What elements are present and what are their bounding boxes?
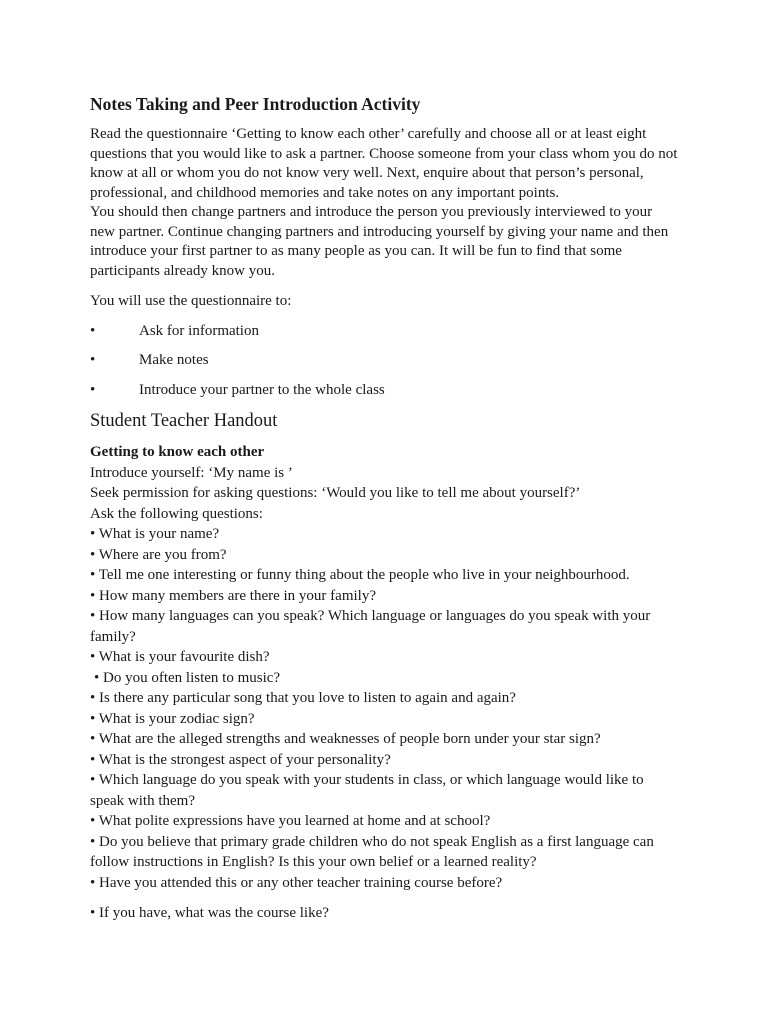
question-item: • What is your name? — [90, 526, 220, 542]
usage-intro: You will use the questionnaire to: — [90, 293, 292, 309]
question-list — [90, 524, 678, 924]
question-item: • How many members are there in your family? — [90, 587, 376, 604]
question-item: • Is there any particular song that you love to listen to again and again? — [90, 690, 516, 706]
question-item: • Which language do you speak with your students in class, or which language would like to speak with them? — [90, 772, 644, 809]
permission-line: Seek permission for asking questions: ‘Would you like to tell me about yourself?’ — [90, 485, 581, 501]
question-item: • What polite expressions have you learned at home and at school? — [90, 813, 491, 829]
question-item: • Tell me one interesting or funny thing about the people who live in your neighbourhood. — [90, 567, 630, 583]
intro-paragraph-1: Read the questionnaire ‘Getting to know each other’ carefully and choose all or at least eight questions that you would like to ask a partner. Choose someone from your class whom you do not know at all or whom you do not know very well. Next, enquire about that person’s personal, professional, and childhood memories and take notes on any important points. — [90, 126, 678, 201]
question-item: • What is your favourite dish? — [90, 649, 270, 665]
intro-paragraph-2: You should then change partners and introduce the person you previously interviewed to your new partner. Continue changing partners and introducing yourself by giving your name and then introduce your first partner to as many people as you can. It will be fun to find that some participants already know you. — [90, 204, 669, 279]
usage-item — [90, 381, 678, 401]
question-item: • What is your zodiac sign? — [90, 710, 255, 727]
bullet-icon: • — [90, 322, 96, 339]
usage-item-text: Introduce your partner to the whole class — [139, 381, 385, 398]
ask-line: Ask the following questions: — [90, 505, 263, 522]
question-item: • What are the alleged strengths and weaknesses of people born under your star sign? — [90, 731, 601, 747]
bullet-icon: • — [90, 352, 96, 368]
usage-item-text: Ask for information — [139, 322, 259, 339]
question-item: • How many languages can you speak? Which language or languages do you speak with your family? — [90, 608, 651, 645]
usage-item — [90, 351, 678, 371]
question-item: • Do you often listen to music? — [94, 669, 281, 686]
usage-item — [90, 322, 678, 342]
subheading: Getting to know each other — [90, 444, 265, 460]
document-title: Notes Taking and Peer Introduction Activity — [90, 94, 421, 114]
question-item: • Do you believe that primary grade children who do not speak English as a first language can follow instructions in English? Is this your own belief or a learned reality? — [90, 833, 654, 870]
introduce-line: Introduce yourself: ‘My name is ’ — [90, 464, 293, 481]
question-item: • Have you attended this or any other teacher training course before? — [90, 874, 503, 891]
usage-list — [90, 322, 678, 401]
usage-item-text: Make notes — [139, 352, 209, 368]
question-item: • If you have, what was the course like? — [90, 905, 329, 921]
question-item: • What is the strongest aspect of your personality? — [90, 751, 391, 768]
question-item: • Where are you from? — [90, 546, 227, 563]
bullet-icon: • — [90, 381, 96, 398]
section-title: Student Teacher Handout — [90, 411, 278, 431]
